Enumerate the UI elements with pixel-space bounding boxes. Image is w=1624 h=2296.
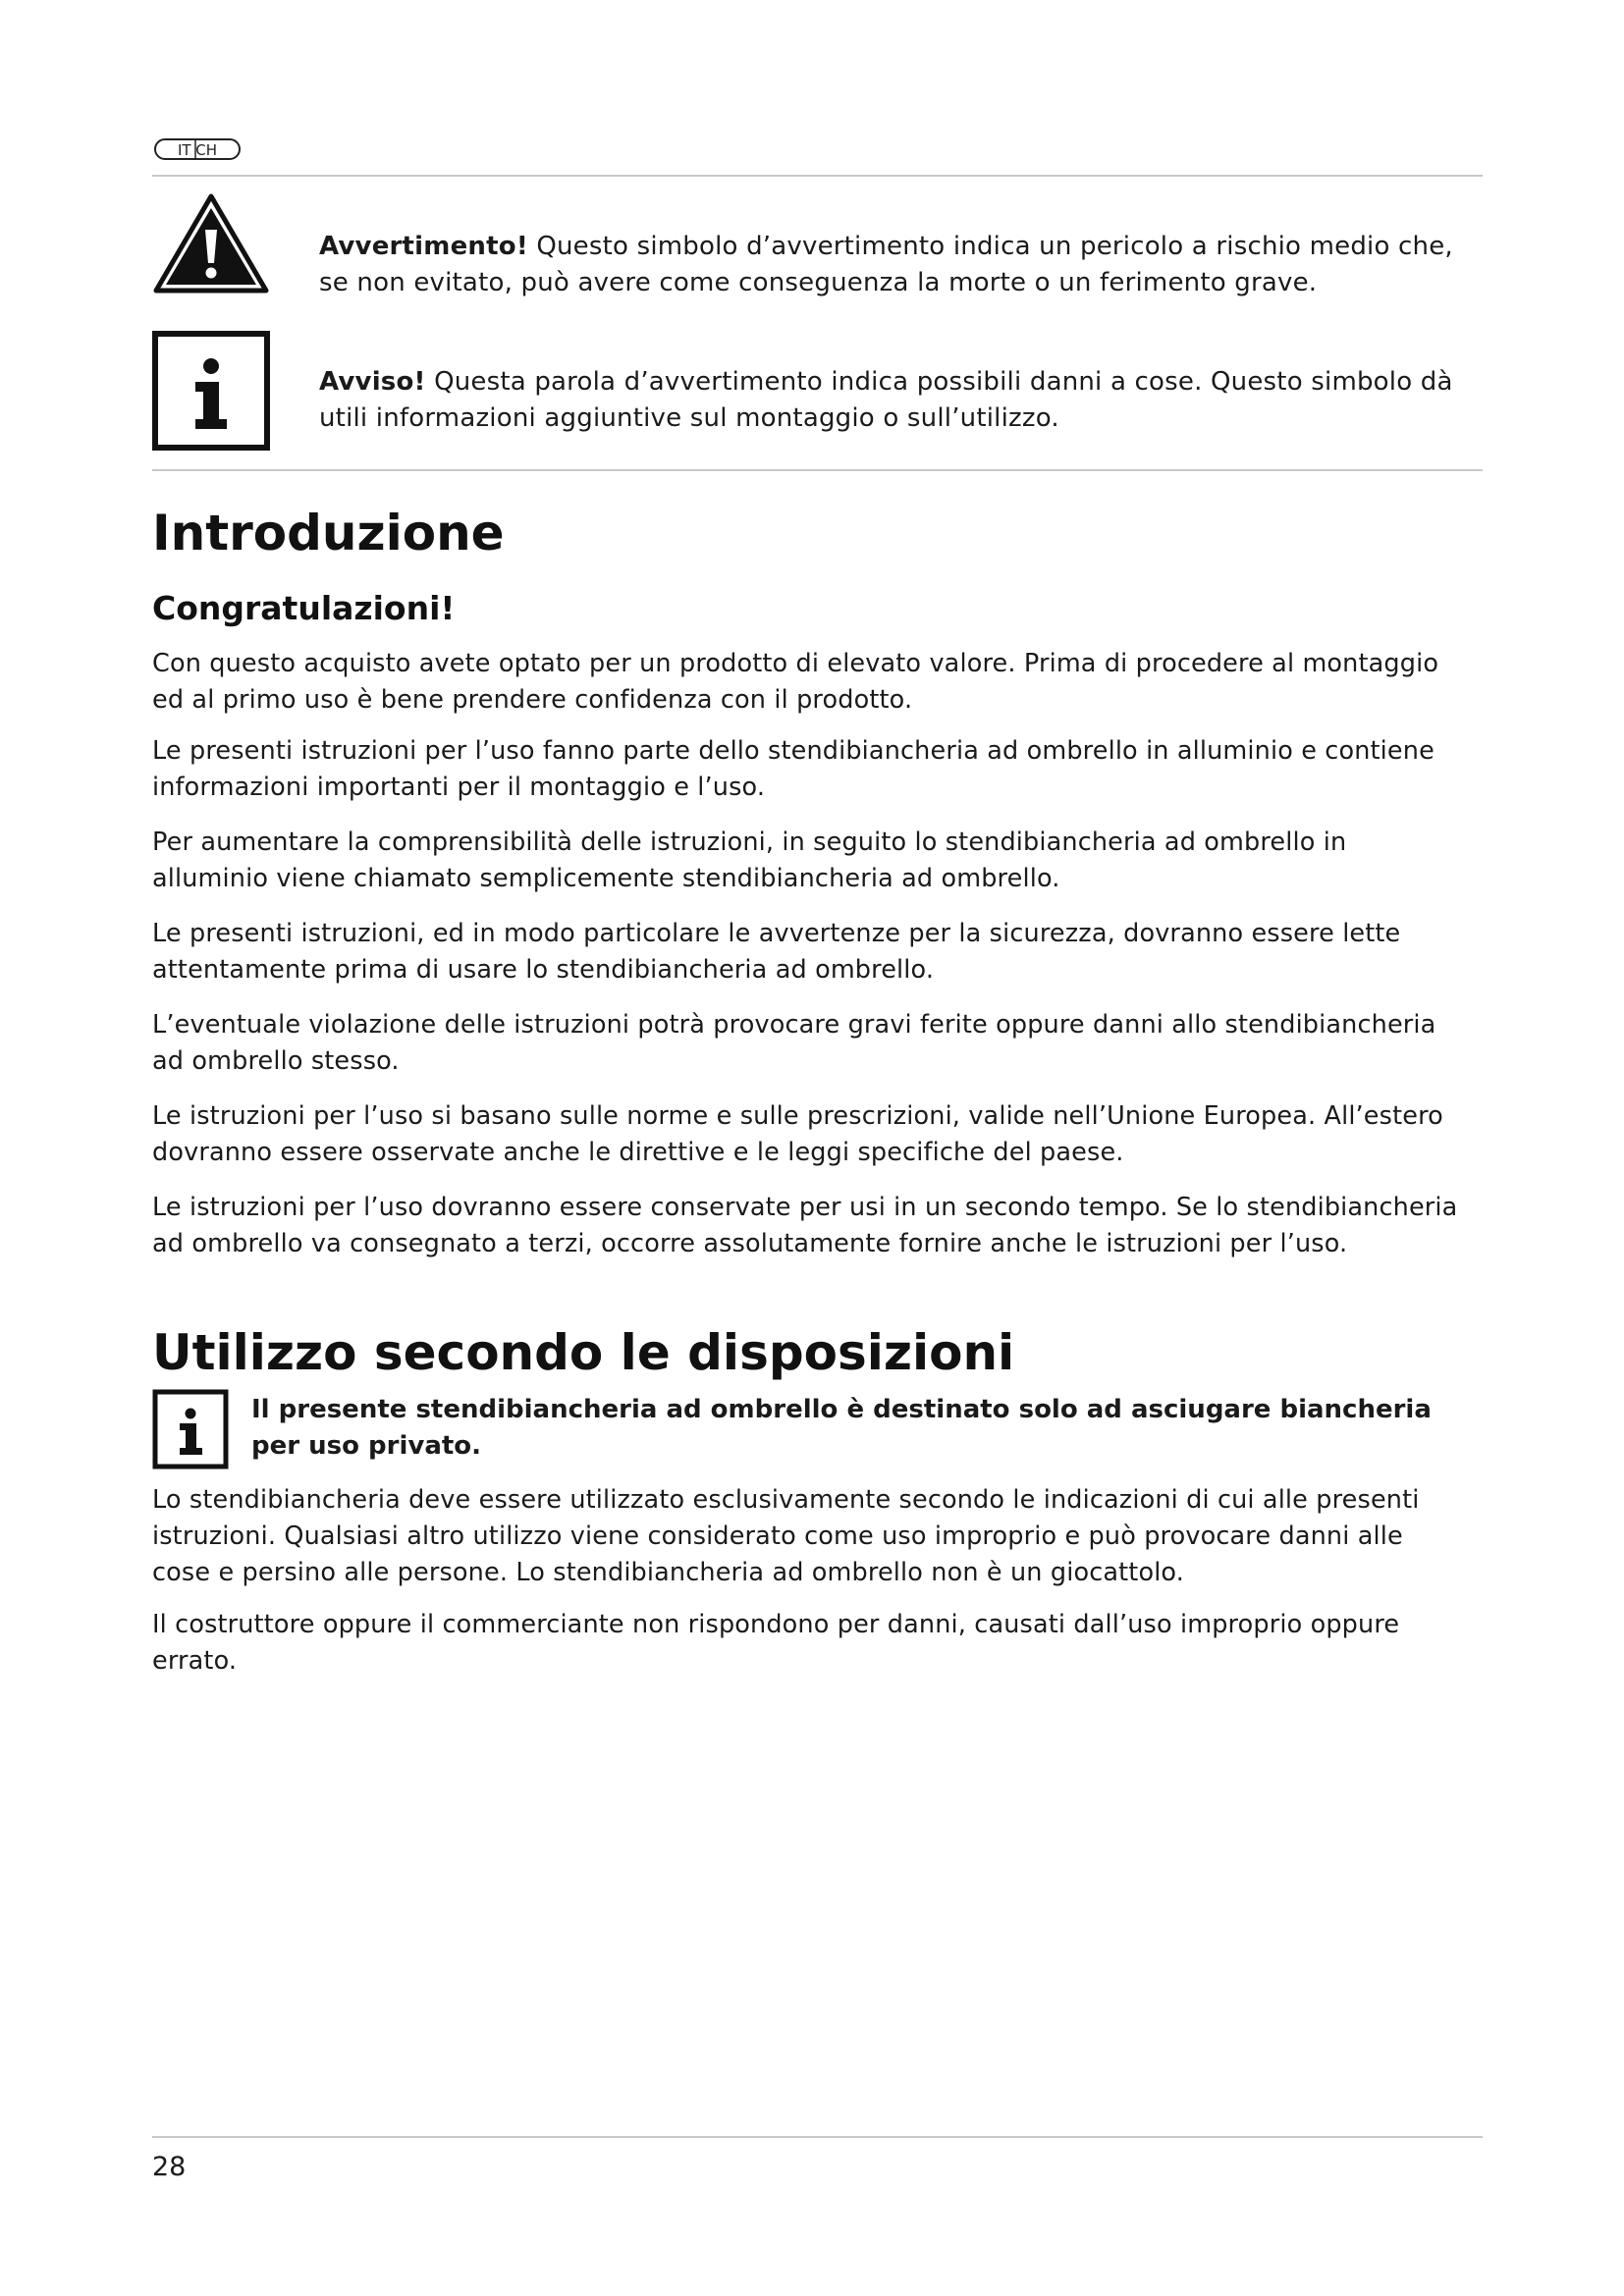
intro-paragraph: Le istruzioni per l’uso dovranno essere conservate per usi in un secondo tempo. Se lo stendibiancheria ad ombrello va consegnato a terzi, occorre assolutamente fornire anche le istruzioni per l’uso.: [152, 1193, 1458, 1258]
info-icon: [152, 1389, 229, 1473]
info-icon: [152, 331, 270, 454]
header-divider: [152, 175, 1483, 177]
intro-paragraph: Per aumentare la comprensibilità delle istruzioni, in seguito lo stendibiancheria ad ombrello in alluminio viene chiamato semplicemente stendibiancheria ad ombrello.: [152, 828, 1347, 893]
footer-divider: [152, 2136, 1483, 2138]
info-notice: [319, 364, 1483, 437]
warning-triangle-icon: [152, 192, 270, 298]
usage-info-note: Il presente stendibiancheria ad ombrello è destinato solo ad asciugare biancheria per uso privato.: [251, 1395, 1432, 1461]
warning-label: Avvertimento!: [319, 232, 528, 261]
intro-paragraph: Le presenti istruzioni per l’uso fanno parte dello stendibiancheria ad ombrello in alluminio e contiene informazioni importanti per il montaggio e l’uso.: [152, 736, 1435, 802]
intro-paragraph: Con questo acquisto avete optato per un prodotto di elevato valore. Prima di procedere al montaggio ed al primo uso è bene prendere confidenza con il prodotto.: [152, 649, 1439, 715]
page-number: 28: [152, 2152, 187, 2182]
notices-divider: [152, 469, 1483, 471]
info-label: Avviso!: [319, 367, 426, 397]
manual-page: [152, 0, 1483, 2296]
intro-paragraph: L’eventuale violazione delle istruzioni potrà provocare gravi ferite oppure danni allo stendibiancheria ad ombrello stesso.: [152, 1010, 1436, 1076]
usage-paragraph: Il costruttore oppure il commerciante non rispondono per danni, causati dall’uso improprio oppure errato.: [152, 1610, 1400, 1676]
language-badge-label: IT CH: [177, 141, 218, 159]
info-text: Questa parola d’avvertimento indica possibili danni a cose. Questo simbolo dà utili informazioni aggiuntive sul montaggio o sull’utilizzo.: [319, 367, 1453, 433]
intro-heading: Introduzione: [152, 505, 505, 561]
usage-heading: Utilizzo secondo le disposizioni: [152, 1324, 1015, 1381]
usage-paragraph: Lo stendibiancheria deve essere utilizzato esclusivamente secondo le indicazioni di cui alle presenti istruzioni. Qualsiasi altro utilizzo viene considerato come uso improprio e può provocare danni alle cose e persino alle persone. Lo stendibiancheria ad ombrello non è un giocattolo.: [152, 1485, 1420, 1587]
language-badge: [152, 136, 243, 162]
intro-paragraph: Le presenti istruzioni, ed in modo particolare le avvertenze per la sicurezza, dovranno essere lette attentamente prima di usare lo stendibiancheria ad ombrello.: [152, 919, 1401, 985]
warning-notice: [319, 229, 1483, 301]
intro-subheading: Congratulazioni!: [152, 589, 456, 627]
intro-paragraph: Le istruzioni per l’uso si basano sulle norme e sulle prescrizioni, valide nell’Unione Europea. All’estero dovranno essere osservate anche le direttive e le leggi specifiche del paese.: [152, 1101, 1443, 1167]
warning-text: Questo simbolo d’avvertimento indica un pericolo a rischio medio che, se non evitato, può avere come conseguenza la morte o un ferimento grave.: [319, 232, 1453, 297]
